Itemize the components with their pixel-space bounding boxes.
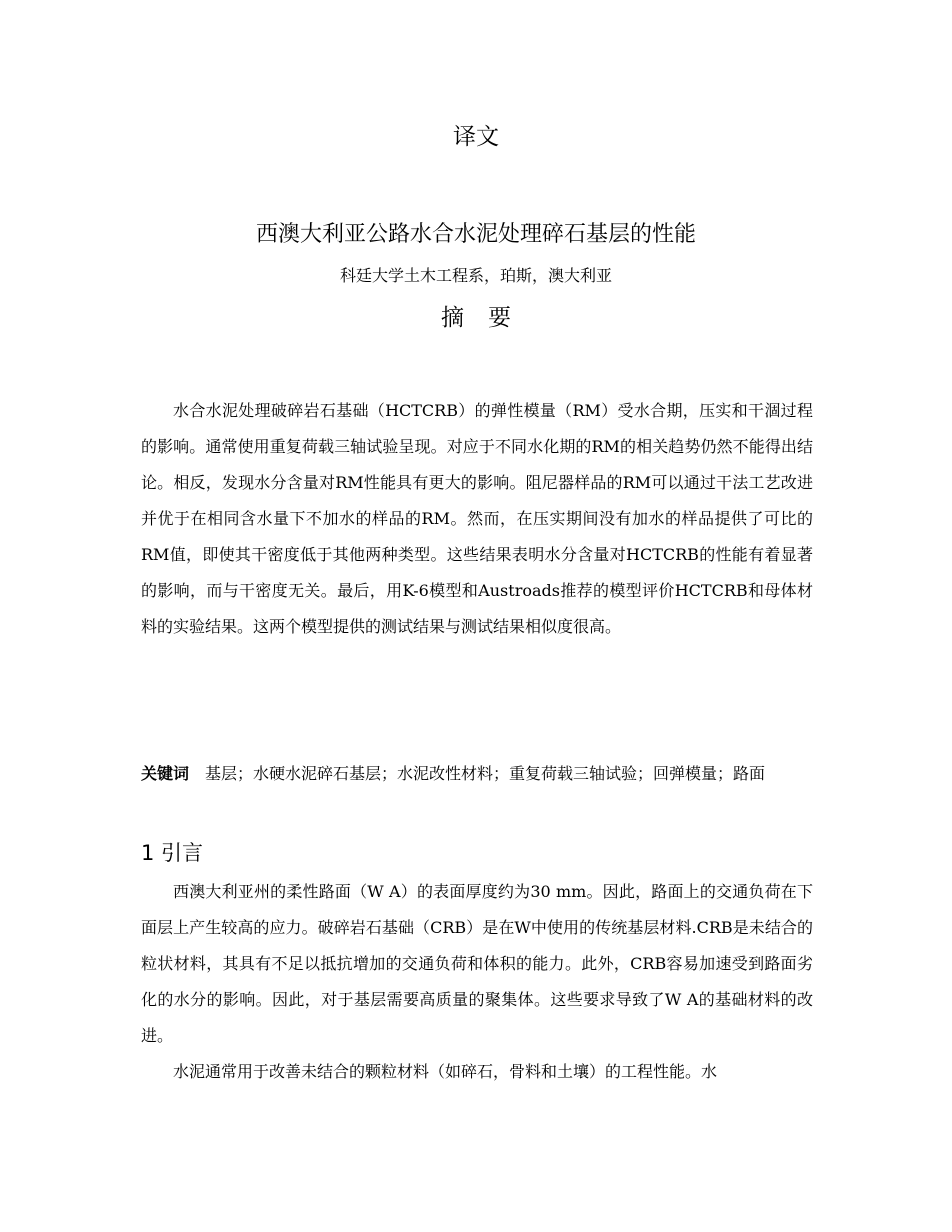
document-heading: 译文 [453,124,499,150]
keywords-line [141,756,813,792]
section-heading-introduction: 1 引言 [141,841,204,865]
keywords-list: 基层；水硬水泥碎石基层；水泥改性材料；重复荷载三轴试验；回弹模量；路面 [205,764,766,783]
paper-title: 西澳大利亚公路水合水泥处理碎石基层的性能 [255,222,696,247]
abstract-heading: 摘要 [441,305,535,331]
keywords-label: 关键词 [141,764,190,783]
introduction-paragraph-2: 水泥通常用于改善未结合的颗粒材料（如碎石，骨料和土壤）的工程性能。水 [173,1062,718,1081]
author-affiliation: 科廷大学土木工程系，珀斯，澳大利亚 [339,266,612,285]
abstract-body: 水合水泥处理破碎岩石基础（HCTCRB）的弹性模量（RM）受水合期，压实和干涸过程的影响。通常使用重复荷载三轴试验呈现。对应于不同水化期的RM的相关趋势仍然不能得出结论。相反，发现水分含量对RM性能具有更大的影响。阻尼器样品的RM可以通过干法工艺改进并优于在相同含水量下不加水的样品的RM。然而，在压实期间没有加水的样品提供了可比的RM值，即使其干密度低于其他两种类型。这些结果表明水分含量对HCTCRB的性能有着显著的影响，而与干密度无关。最后，用K-6模型和Austroads推荐的模型评价HCTCRB和母体材料的实验结果。这两个模型提供的测试结果与测试结果相似度很高。 [141,401,813,636]
introduction-paragraph-1: 西澳大利亚州的柔性路面（W A）的表面厚度约为30 mm。因此，路面上的交通负荷在下面层上产生较高的应力。破碎岩石基础（CRB）是在W中使用的传统基层材料.CRB是未结合的粒状材料，其具有不足以抵抗增加的交通负荷和体积的能力。此外，CRB容易加速受到路面劣化的水分的影响。因此，对于基层需要高质量的聚集体。这些要求导致了W A的基础材料的改进。 [141,882,813,1045]
